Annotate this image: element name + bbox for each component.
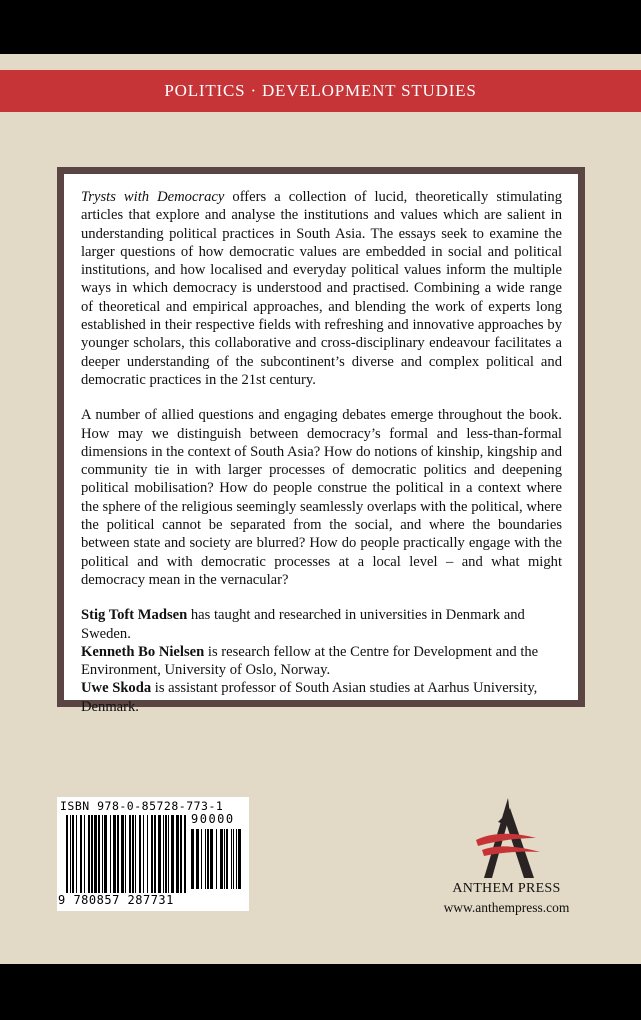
barcode-bar: [84, 815, 85, 893]
barcode-bar: [236, 829, 237, 889]
barcode-bar: [163, 815, 164, 893]
barcode-bar: [171, 815, 174, 893]
barcode-bar: [102, 815, 103, 893]
blurb-paragraph-1-text: offers a collection of lucid, theoretically stimulating articles that explore and analyse the institutions and values which are salient in understanding political practices in South Asia. The essays seek to examine the larger questions of how democratic values are embedded in social and political institutions, and how localised and everyday political values inform the multiple ways in which democracy is understood and practised. Combining a wide range of theoretical and empirical approaches, and blending the work of experts long established in their respective fields with refreshing and innovative approaches by younger scholars, this collaborative and cross-disciplinary endeavour facilitates a deeper understanding of the subcontinent’s diverse and complex political and democratic practices in the 21st century.: [81, 189, 562, 388]
barcode-bar: [139, 815, 141, 893]
isbn-barcode: [57, 797, 249, 911]
barcode-bar: [233, 829, 234, 889]
ean-digits: 9 780857 287731: [58, 893, 174, 907]
isbn-text: ISBN 978-0-85728-773-1: [60, 799, 224, 813]
barcode-bar: [226, 829, 228, 889]
barcode-bar: [135, 815, 136, 893]
publisher-url[interactable]: www.anthempress.com: [443, 900, 570, 915]
back-cover: [0, 54, 641, 964]
barcode-bar: [110, 815, 111, 893]
barcode-bar: [80, 815, 82, 893]
barcode-bar: [201, 829, 202, 889]
ean-barcode-bars: [66, 815, 186, 895]
barcode-bar: [154, 815, 156, 893]
addon-barcode-bars: [191, 829, 245, 891]
barcode-bar: [205, 829, 206, 889]
barcode-bar: [91, 815, 93, 893]
barcode-bar: [66, 815, 68, 893]
barcode-bar: [70, 815, 71, 893]
barcode-bar: [165, 815, 167, 893]
barcode-bar: [184, 815, 186, 893]
editor-bio-text: is assistant professor of South Asian studies at Aarhus University, Denmark.: [81, 680, 538, 715]
blurb-box: [57, 167, 585, 715]
addon-digits: 90000: [191, 812, 235, 826]
barcode-bar: [158, 815, 161, 893]
barcode-bar: [88, 815, 90, 893]
barcode-bar: [151, 815, 153, 893]
barcode-bar: [216, 829, 217, 889]
barcode-bar: [121, 815, 124, 893]
barcode-bar: [143, 815, 144, 893]
anthem-logo-icon: [458, 794, 558, 884]
barcode-bar: [238, 829, 241, 889]
editor-name: Uwe Skoda: [81, 680, 152, 697]
barcode-bar: [104, 815, 107, 893]
barcode-bar: [132, 815, 134, 893]
barcode-bar: [129, 815, 131, 893]
editor-bio-text: has taught and researched in universities in Denmark and Sweden.: [81, 607, 525, 642]
barcode-bar: [210, 829, 213, 889]
barcode-bar: [191, 829, 194, 889]
editor-bio: [81, 679, 562, 716]
barcode-bar: [180, 815, 182, 893]
barcode-bar: [147, 815, 148, 893]
subject-text: POLITICS · DEVELOPMENT STUDIES: [164, 81, 477, 100]
editor-name: Stig Toft Madsen: [81, 607, 188, 624]
barcode-bar: [76, 815, 77, 893]
barcode-bar: [72, 815, 74, 893]
barcode-bar: [176, 815, 179, 893]
blurb-paragraph-1: [81, 188, 562, 389]
editor-bio-text: is research fellow at the Centre for Development and the Environment, University of Oslo, Norway.: [81, 643, 539, 679]
editor-name: Kenneth Bo Nielsen: [81, 643, 205, 660]
editor-bio: [81, 643, 562, 680]
blurb-paragraph-2: A number of allied questions and engaging debates emerge throughout the book. How may we distinguish between democracy’s formal and less-than-formal dimensions in the context of South Asia? How do notions of kinship, kingship and community tie in with larger processes of democratic politics and deepening political mobilisation? How do people construe the political in a context where the sphere of the religious seemingly seamlessly overlaps with the political, where the political cannot be separated from the social, and where the boundaries between state and society are blurred? How do people practically engage with the political and with democratic processes at a local level – and what might democracy mean in the vernacular?: [81, 407, 562, 588]
barcode-bar: [117, 815, 119, 893]
barcode-bar: [168, 815, 169, 893]
barcode-bar: [196, 829, 199, 889]
subject-banner: [0, 70, 641, 112]
barcode-bar: [113, 815, 116, 893]
barcode-bar: [224, 829, 225, 889]
barcode-bar: [231, 829, 232, 889]
barcode-bar: [98, 815, 100, 893]
barcode-bar: [125, 815, 126, 893]
book-title: Trysts with Democracy: [81, 189, 225, 205]
barcode-bar: [220, 829, 223, 889]
barcode-bar: [94, 815, 97, 893]
editor-bio: [81, 606, 562, 643]
publisher-name: ANTHEM PRESS: [452, 881, 561, 896]
barcode-bar: [207, 829, 209, 889]
